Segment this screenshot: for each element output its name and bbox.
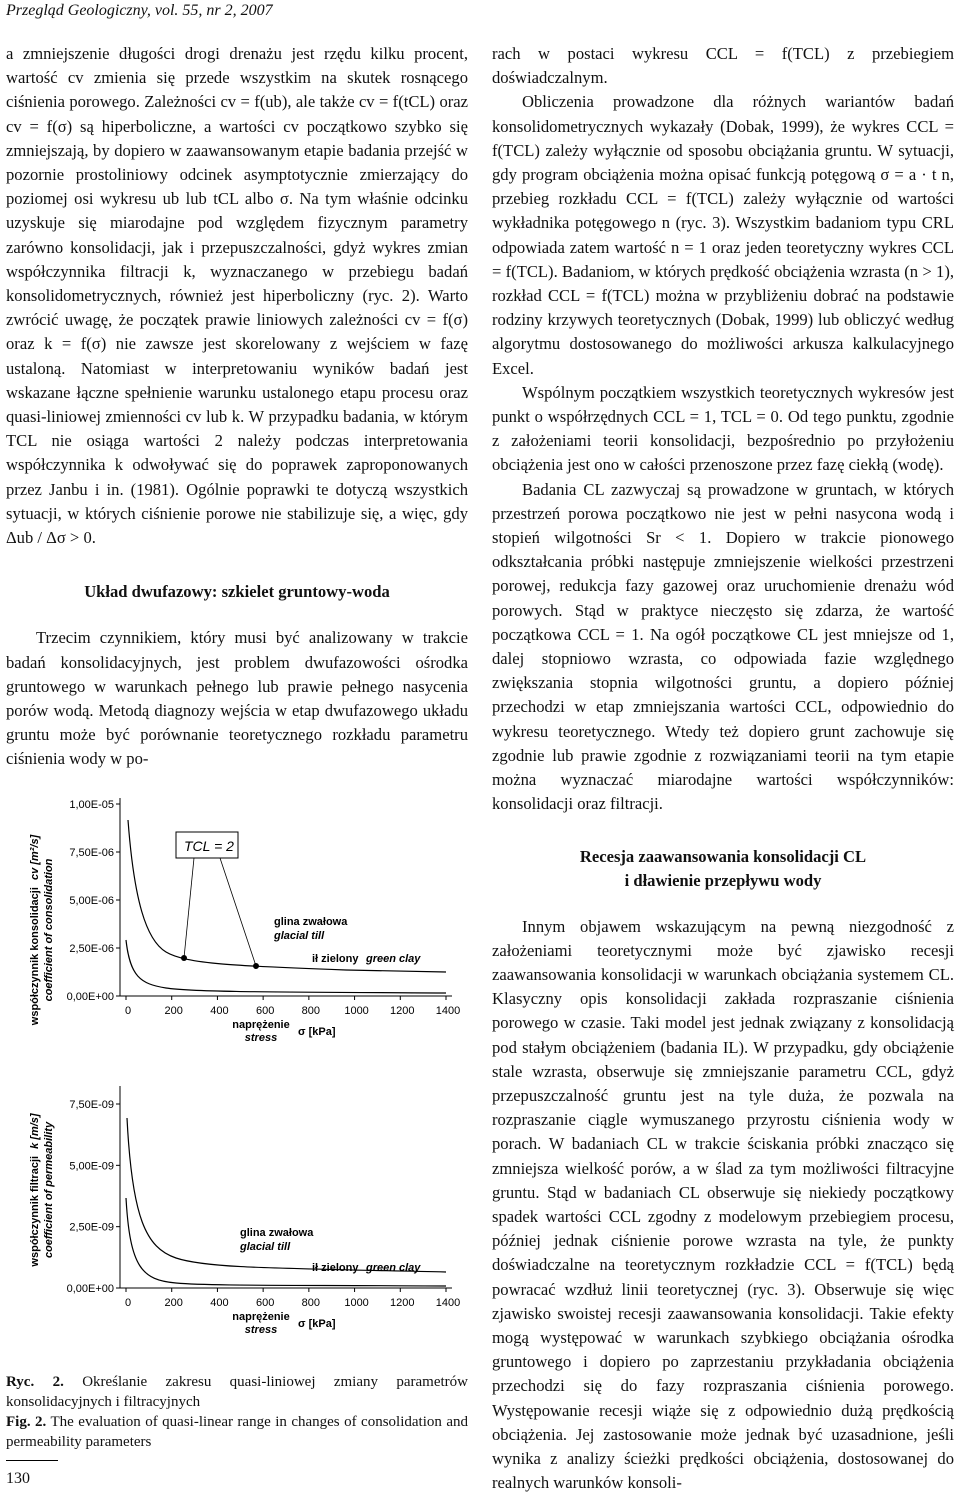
svg-text:współczynnik konsolidacji (29, 834, 41, 1026)
right-paragraph-3: Wspólnym początkiem wszystkich teoretycznych wykresów jest punkt o współrzędnych CCL = 1, TCL = 0. Od tego punktu, zgodnie z założeniami teorii konsolidacji, bezpośrednio po przyłożeniu obciążenia jest ono w całości przenoszone przez fazę ciekłą (wodę). (492, 382, 954, 475)
permeability-xtick-label: 1000 (344, 1297, 369, 1309)
figure-consolidation (6, 790, 468, 1070)
section-title-two-phase: Układ dwufazowy: szkielet gruntowy-woda (84, 582, 390, 602)
consolidation-ylabel-en: coefficient of consolidation (43, 858, 55, 1002)
right-paragraph-1: rach w postaci wykresu CCL = f(TCL) z przebiegiem doświadczalnym. (492, 44, 954, 88)
permeability-xtick-label: 200 (164, 1297, 183, 1309)
consolidation-ytick-label: 0,00E+00 (66, 991, 114, 1003)
consolidation-ylabel-unit: cv [m²/s] (29, 834, 41, 881)
permeability-ytick-label: 5,00E-09 (69, 1160, 114, 1173)
caption-pl-label: Ryc. 2. (6, 1374, 64, 1390)
consolidation-xtick-label: 600 (255, 1005, 275, 1017)
caption-en-label: Fig. 2. (6, 1414, 47, 1430)
consolidation-xtick-label: 400 (210, 1005, 229, 1017)
section-title-recession (492, 845, 954, 893)
right-paragraph-4: Badania CL zazwyczaj są prowadzone w gruntach, w których przestrzeń porowa początkowo nie jest w pełni nasycona wodą i stopień wilgotności Sr < 1. Dopiero w trakcie pionowego odkształcania próbki następuje zmniejszenie wielkości przestrzeni porowej, redukcja fazy gazowej oraz uruchomienie drenażu wód porowych. Stąd w praktyce nieczęsto się zdarza, że wartość początkowa CCL = 1. Na ogół początkowe CL jest mniejsze od 1, dalej stopniowo wzrasta, co odpowiada fazie względnego zwiększania stopnia wilgotności gruntu, a dopiero później przechodzi w etap zmniejszania wartości CCL, odpowiednio do wykresu teoretycznego. Wtedy też dopiero grunt zachowuje się zgodnie lub prawie zgodnie z rozwiązaniami teorii na tym etapie można wyznaczać miarodajne wartości współczynników: konsolidacji oraz filtracji. (492, 479, 954, 814)
section-title-recession-line2: i dławienie przepływu wody (624, 870, 822, 890)
permeability-ylabel-en: coefficient of permeability (43, 1121, 55, 1259)
figure-caption (6, 1372, 468, 1452)
svg-text:współczynnik filtracji k (29, 1113, 41, 1267)
permeability-xlabel-unit: σ [kPa] (298, 1318, 336, 1330)
permeability-curve2-label-pl: ił zielony (312, 1262, 359, 1274)
consolidation-curve1-label-pl: glina zwałowa (274, 916, 348, 928)
page-number: 130 (6, 1470, 30, 1487)
permeability-ytick-label: 0,00E+00 (66, 1283, 114, 1295)
consolidation-xtick-label: 1400 (435, 1005, 461, 1017)
permeability-ytick-label: 7,50E-09 (69, 1099, 114, 1111)
consolidation-xtick-label: 0 (124, 1005, 132, 1017)
consolidation-xlabel-unit: σ [kPa] (298, 1026, 336, 1038)
permeability-xtick-label: 1400 (435, 1297, 461, 1309)
consolidation-curve2-label-pl: ił zielony (312, 953, 359, 965)
consolidation-ytick-label: 2,50E-06 (69, 943, 114, 955)
consolidation-xtick-label: 200 (164, 1005, 183, 1017)
consolidation-ytick-label: 7,50E-06 (69, 847, 114, 859)
consolidation-ylabel-pl: współczynnik konsolidacji (29, 887, 41, 1026)
right-paragraph-2: Obliczenia prowadzone dla różnych wariantów badań konsolidometrycznych wykazały (Dobak, 1999), że wykres CCL = f(TCL) zależy wyłącznie od sposobu obciążania gruntu. W sytuacji, gdy program obciążenia można opisać funkcją potęgową σ = a · t n, przebieg rozkładu CCL = f(TCL) zależy wyłącznie od wartości wykładnika potęgowego n (ryc. 3). Wszystkim badaniom typu CRL odpowiada zatem wartość n = 1 oraz jeden teoretyczny wykres CCL = f(TCL). Badaniom, w których prędkość obciążenia wzrasta (n > 1), rozkład CCL = f(TCL) można w przybliżeniu dobrać na podstawie rodziny krzywych teoretycznych (Dobak, 1999) lub obliczyć według algorytmu dostosowanego do możliwości arkusza kalkulacyjnego Excel. (492, 92, 954, 378)
consolidation-xtick-label: 800 (301, 1005, 321, 1017)
right-column (492, 42, 954, 1495)
permeability-xtick-label: 0 (124, 1297, 132, 1309)
permeability-xlabel-pl: naprężenie (232, 1311, 290, 1323)
caption-en-text: The evaluation of quasi-linear range in changes of consolidation and permeability parameters (6, 1414, 469, 1450)
permeability-curve1-label-en: glacial till (240, 1241, 291, 1253)
consolidation-xtick-label: 1000 (344, 1005, 369, 1017)
permeability-chart (6, 1078, 468, 1358)
figure-permeability (6, 1078, 468, 1358)
tcl-marker-glacial-till (181, 955, 187, 961)
tcl-label: TCL = 2 (184, 838, 234, 854)
footer-rule (6, 1460, 58, 1461)
permeability-curve2-label-en: green clay (366, 1262, 421, 1274)
consolidation-curve2-label-en: green clay (366, 953, 421, 965)
consolidation-chart (6, 790, 468, 1070)
consolidation-xlabel-en: stress (244, 1032, 278, 1044)
consolidation-curve1-label-en: glacial till (274, 930, 325, 942)
consolidation-curve-green-clay (126, 940, 446, 993)
section-title-recession-line1: Recesja zaawansowania konsolidacji CL (579, 846, 867, 866)
permeability-ylabel-pl: współczynnik filtracji (29, 1155, 41, 1267)
journal-header: Przegląd Geologiczny, vol. 55, nr 2, 2007 (6, 2, 273, 19)
permeability-curve1-label-pl: glina zwałowa (240, 1227, 314, 1239)
left-paragraph-1: a zmniejszenie długości drogi drenażu jest rzędu kilku procent, wartość cv zmienia się przede wszystkim na skutek rosnącego ciśnienia porowego. Zależności cv = f(ub), ale także cv = f(tCL) oraz cv = f(σ) są hiperboliczne, a wartości cv początkowo szybko się zmniejszają, by dopiero w zaawansowanym etapie badania przejść w pozornie prostoliniowy odcinek asymptotycznie zmierzający do poziomej osi wykresu ub lub tCL albo σ. Na tym właśnie odcinku uzyskuje się miarodajne pod względem fizycznym parametry zarówno konsolidacji, jak i przepuszczalności, gdyż wykres zmian współczynnika filtracji k, wyznaczanego w przebiegu badań konsolidometrycznych, również jest hiperboliczny (ryc. 2). Warto zwrócić uwagę, że początek prawie liniowych zależności cv = f(σ) oraz k = f(σ) nie zawsze jest skorelowany z wejściem w fazę ustaloną. Natomiast w interpretowaniu wyników badań jest wskazane łączne spełnienie warunku ustalonego etapu procesu oraz quasi-liniowej zmienności cv lub k. W przypadku badania, w którym TCL nie osiąga wartości 2 należy podczas interpretowania współczynnika k odwoływać się do poprawek zaproponowanych przez Janbu i in. (1981). Ogólnie poprawki te dotyczą wszystkich sytuacji, w których ciśnienie porowe nie stabilizuje się, a więc, gdy Δub / Δσ > 0. (6, 44, 468, 548)
permeability-xtick-label: 400 (210, 1297, 229, 1309)
tcl-marker-green-clay (253, 963, 259, 969)
caption-pl-text: Określanie zakresu quasi-liniowej zmiany parametrów konsolidacyjnych i filtracyjnych (6, 1374, 468, 1410)
permeability-xtick-label: 800 (301, 1297, 321, 1309)
right-paragraph-5: Innym objawem wskazującym na pewną niezgodność z założeniami teoretycznymi może być zjawisko recesji zaawansowania konsolidacji w warunkach obciążania systemem CL. Klasyczny opis konsolidacji zakłada rozpraszanie ciśnienia porowego w czasie. Taki model jest jednak związany z konsolidacją pod stałym obciążeniem (badania IL). W przypadku, gdy obciążenie stale wzrasta, obserwuje się zmniejszanie parametru CCL, gdyż przepuszczalność gruntu jest na tyle duża, że pozwala na rozpraszanie ciągle wymuszanego przyrostu ciśnienia wody w porach. W badaniach CL w trakcie ściskania próbki znacząco się zmniejsza wielkość porów, a w ślad za tym możliwości filtracyjne gruntu. Stąd w badaniach CL obserwuje się niekiedy początkowy spadek wartości CCL zgodny z modelowym przebiegiem procesu, później jednak ciśnienie porowe wzrasta na tyle, że punkty doświadczalne na teoretycznym rozkładzie CCL = f(TCL) będą powracać wzdłuż linii teoretycznej (ryc. 3). Obserwuje się więc zjawisko swoistej recesji zaawansowania konsolidacji. Takie efekty mogą występować w warunkach szybkiego obciążania ośrodka gruntowego i dopiero po zaprzestaniu przykładania obciążenia przechodzi się do fazy rozpraszania ciśnienia porowego. Występowanie recesji wiąże się z odpowiednio dużą prędkością obciążenia. Jej zastosowanie może jednak być uzasadnione, jeśli wynika z analizy ścieżki prędkości obciążenia, dostosowanej do realnych warunków konsoli- (492, 916, 954, 1493)
consolidation-xtick-label: 1200 (390, 1005, 415, 1017)
left-column (6, 42, 468, 772)
permeability-ytick-label: 2,50E-09 (69, 1221, 114, 1234)
permeability-xtick-label: 1200 (390, 1297, 415, 1309)
consolidation-ytick-label: 5,00E-06 (69, 895, 114, 907)
left-paragraph-2: Trzecim czynnikiem, który musi być analizowany w trakcie badań konsolidacyjnych, jest problem dwufazowości ośrodka gruntowego w warunkach pełnego lub prawie pełnego nasycenia porów wodą. Metodą diagnozy wejścia w etap dwufazowego układu gruntu może być porównanie teoretycznego rozkładu parametru ciśnienia wody w po- (6, 628, 468, 769)
permeability-xtick-label: 600 (255, 1297, 275, 1309)
consolidation-ytick-label: 1,00E-05 (69, 799, 114, 811)
consolidation-xlabel-pl: naprężenie (232, 1019, 290, 1031)
permeability-ylabel-unit: k [m/s] (29, 1113, 41, 1149)
permeability-xlabel-en: stress (244, 1324, 278, 1336)
